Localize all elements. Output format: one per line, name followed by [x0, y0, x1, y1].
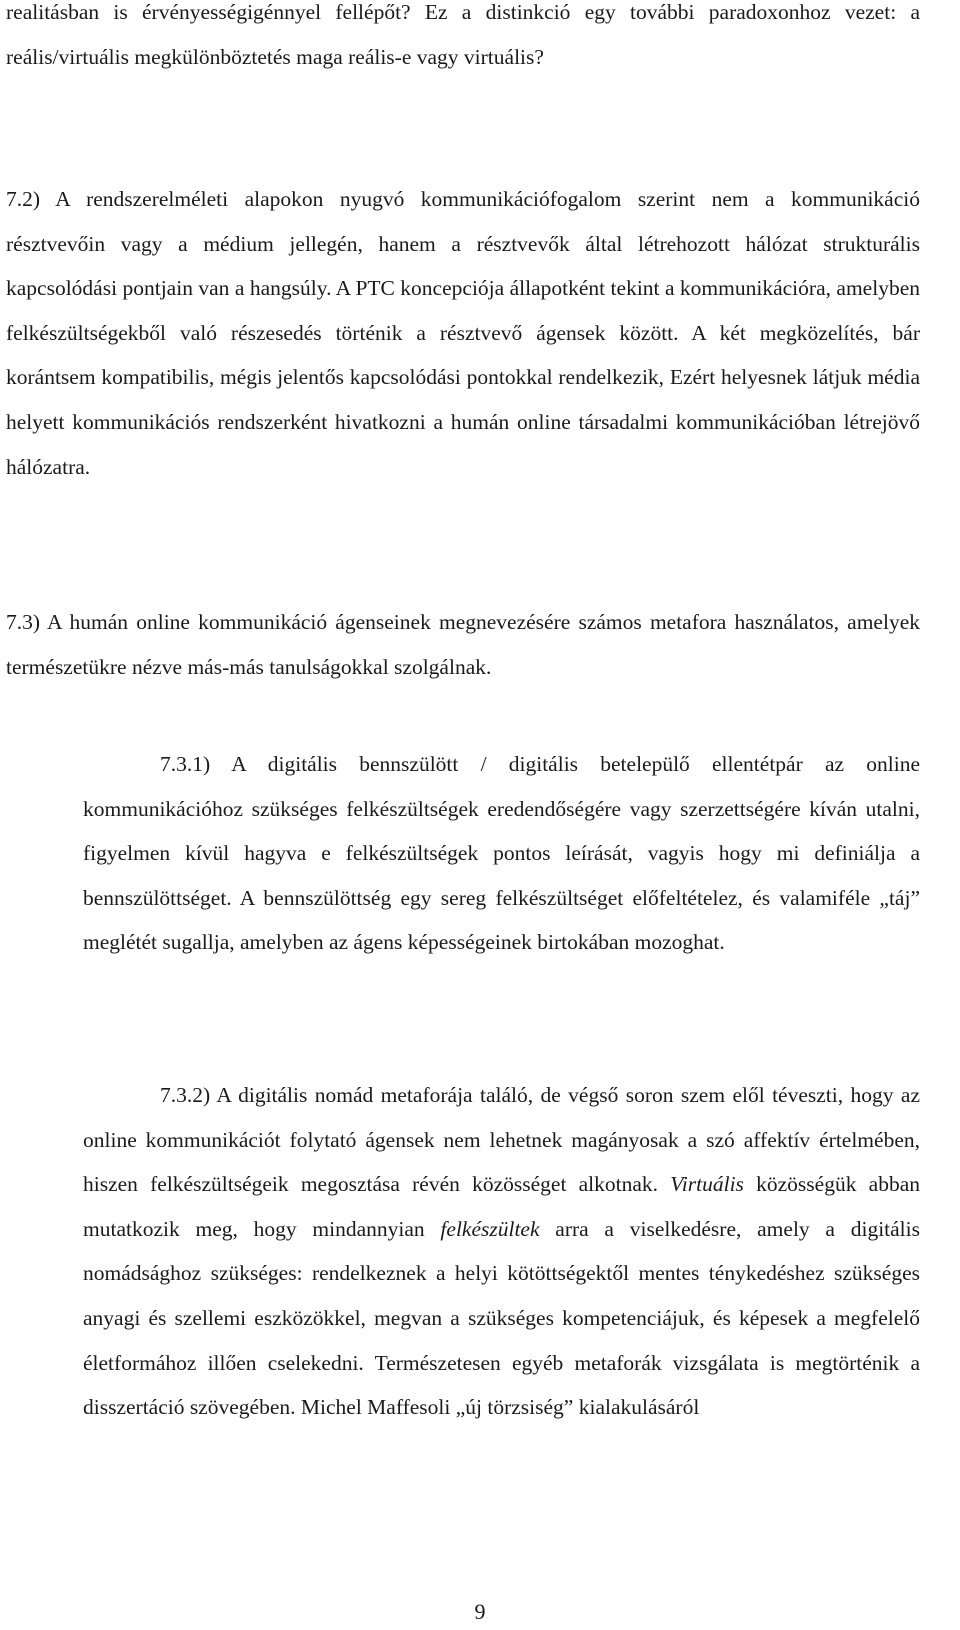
paragraph-7-3-2 — [83, 1073, 920, 1430]
paragraph-text-segment: arra a viselkedésre, amely a digitális nomádsághoz szükséges: rendelkeznek a helyi kötöttségektől mentes ténykedéshez szükséges anyagi és szellemi eszközökkel, megvan a szükséges kompetenciájuk, és képesek a megfelelő életformához illően cselekedni. Természetesen egyéb metaforák vizsgálata is megtörténik a disszertáció szövegében. Michel Maffesoli „új törzsiség” kialakulásáról — [83, 1216, 920, 1420]
paragraph-7-3: 7.3) A humán online kommunikáció ágenseinek megnevezésére számos metafora használatos, amelyek természetükre nézve más-más tanulságokkal szolgálnak. — [6, 610, 920, 679]
paragraph-continuation: realitásban is érvényességigénnyel fellépőt? Ez a distinkció egy további paradoxonhoz vezet: a reális/virtuális megkülönböztetés maga reális-e vagy virtuális? — [6, 0, 920, 69]
paragraph-7-2: 7.2) A rendszerelméleti alapokon nyugvó kommunikációfogalom szerint nem a kommunikáció résztvevőin vagy a médium jellegén, hanem a résztvevők által létrehozott hálózat strukturális kapcsolódási pontjain van a hangsúly. A PTC koncepciója állapotként tekint a kommunikációra, amelyben felkészültségekből való részesedés történik a résztvevő ágensek között. A két megközelítés, bár korántsem kompatibilis, mégis jelentős kapcsolódási pontokkal rendelkezik, Ezért helyesnek látjuk média helyett kommunikációs rendszerként hivatkozni a humán online társadalmi kommunikációban létrejövő hálózatra. — [6, 187, 920, 479]
page-number: 9 — [474, 1599, 486, 1624]
italic-term-virtualis: Virtuális — [670, 1172, 744, 1197]
paragraph-text-segment: közösségük abban mutatkozik meg, hogy mindannyian — [83, 1172, 920, 1241]
italic-term-felkeszultek: felkészültek — [440, 1216, 540, 1241]
paragraph-text-segment: 7.3.2) A digitális nomád metaforája találó, de végső soron szem elől téveszti, hogy az online kommunikációt folytató ágensek nem lehetnek magányosak a szó affektív értelmében, hiszen felkészültségeik megosztása révén közösséget alkotnak. — [83, 1083, 920, 1197]
paragraph-7-3-1: 7.3.1) A digitális bennszülött / digitális betelepülő ellentétpár az online kommunikációhoz szükséges felkészültségek eredendőségére vagy szerzettségére kíván utalni, figyelmen kívül hagyva e felkészültségek pontos leírását, vagyis hogy mi definiálja a bennszülöttséget. A bennszülöttség egy sereg felkészültséget előfeltételez, és valamiféle „táj” meglétét sugallja, amelyben az ágens képességeinek birtokában mozoghat. — [83, 752, 920, 955]
